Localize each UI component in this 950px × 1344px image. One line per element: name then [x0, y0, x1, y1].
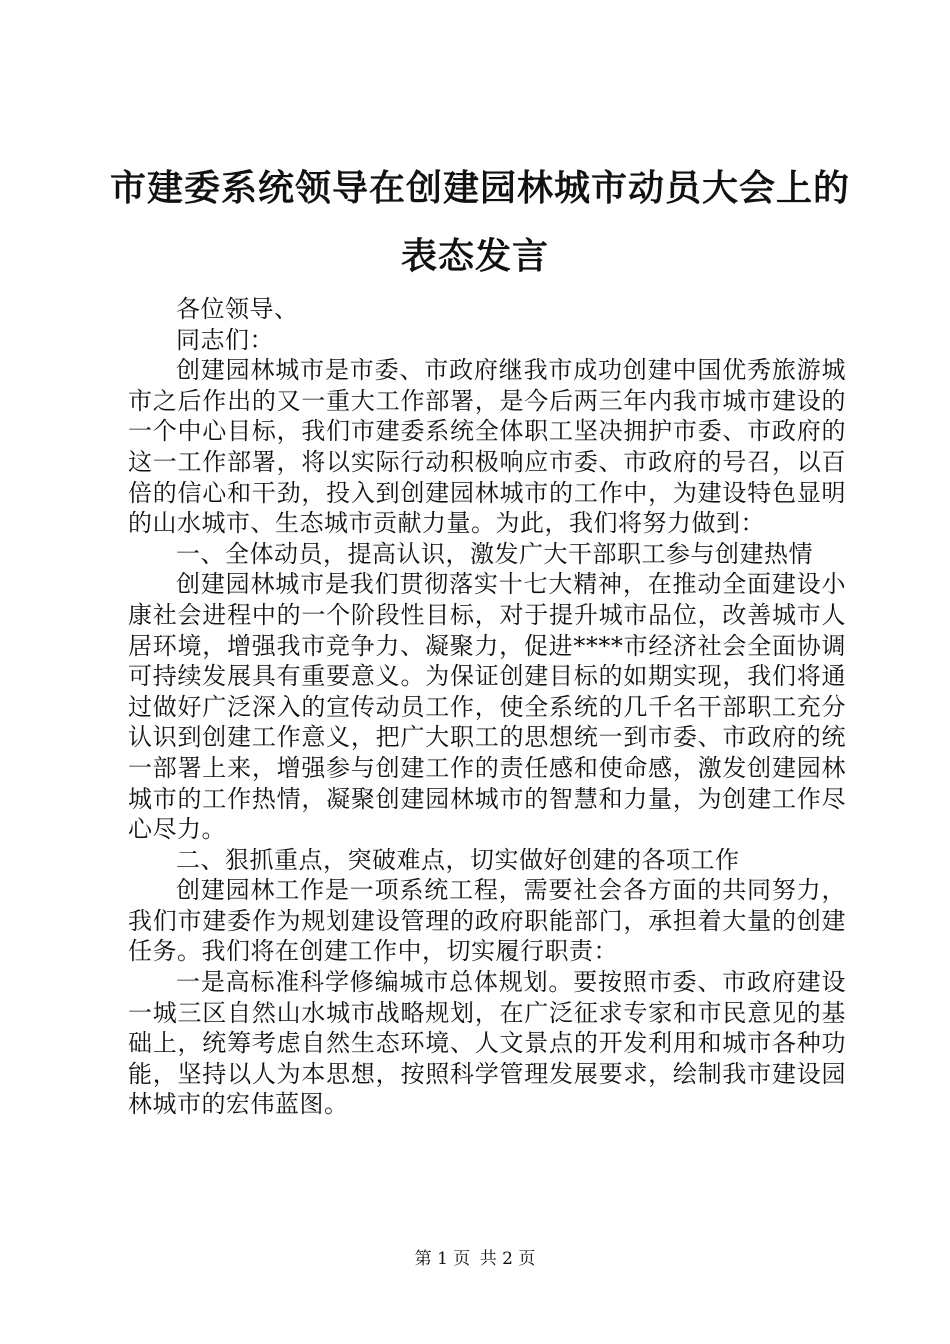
paragraph-intro: 创建园林城市是市委、市政府继我市成功创建中国优秀旅游城市之后作出的又一重大工作部署，是今后两三年内我市城市建设的一个中心目标，我们市建委系统全体职工坚决拥护市委、市政府的这一工作部署，将以实际行动积极响应市委、市政府的号召，以百倍的信心和干劲，投入到创建园林城市的工作中，为建设特色显明的山水城市、生态城市贡献力量。为此，我们将努力做到：: [128, 356, 846, 538]
page-number-total: 共 2 页: [479, 1249, 536, 1269]
paragraph-section-1: 创建园林城市是我们贯彻落实十七大精神，在推动全面建设小康社会进程中的一个阶段性目标，对于提升城市品位，改善城市人居环境，增强我市竞争力、凝聚力，促进****市经济社会全面协调可持续发展具有重要意义。为保证创建目标的如期实现，我们将通过做好广泛深入的宣传动员工作，使全系统的几千名干部职工充分认识到创建工作意义，把广大职工的思想统一到市委、市政府的统一部署上来，增强参与创建工作的责任感和使命感，激发创建园林城市的工作热情，凝聚创建园林城市的智慧和力量，为创建工作尽心尽力。: [128, 570, 846, 844]
section-heading-1: 一、全体动员，提高认识，激发广大干部职工参与创建热情: [176, 539, 813, 568]
paragraph-item-1: 一是高标准科学修编城市总体规划。要按照市委、市政府建设一城三区自然山水城市战略规划，在广泛征求专家和市民意见的基础上，统筹考虑自然生态环境、人文景点的开发利用和城市各种功能，坚持以人为本思想，按照科学管理发展要求，绘制我市建设园林城市的宏伟蓝图。: [128, 968, 846, 1119]
paragraph-section-2: 创建园林工作是一项系统工程，需要社会各方面的共同努力，我们市建委作为规划建设管理的政府职能部门，承担着大量的创建任务。我们将在创建工作中，切实履行职责：: [128, 876, 846, 966]
document-title-line1: 市建委系统领导在创建园林城市动员大会上的: [110, 167, 851, 209]
page-number-current: 第 1 页: [414, 1249, 471, 1269]
document-title-line2: 表态发言: [400, 235, 549, 277]
salutation-line2: 同志们：: [176, 325, 274, 354]
document-body: [128, 294, 846, 1120]
page-footer: [0, 1244, 950, 1269]
section-heading-2: 二、狠抓重点，突破难点，切实做好创建的各项工作: [176, 845, 740, 874]
salutation-line1: 各位领导、: [176, 295, 299, 323]
